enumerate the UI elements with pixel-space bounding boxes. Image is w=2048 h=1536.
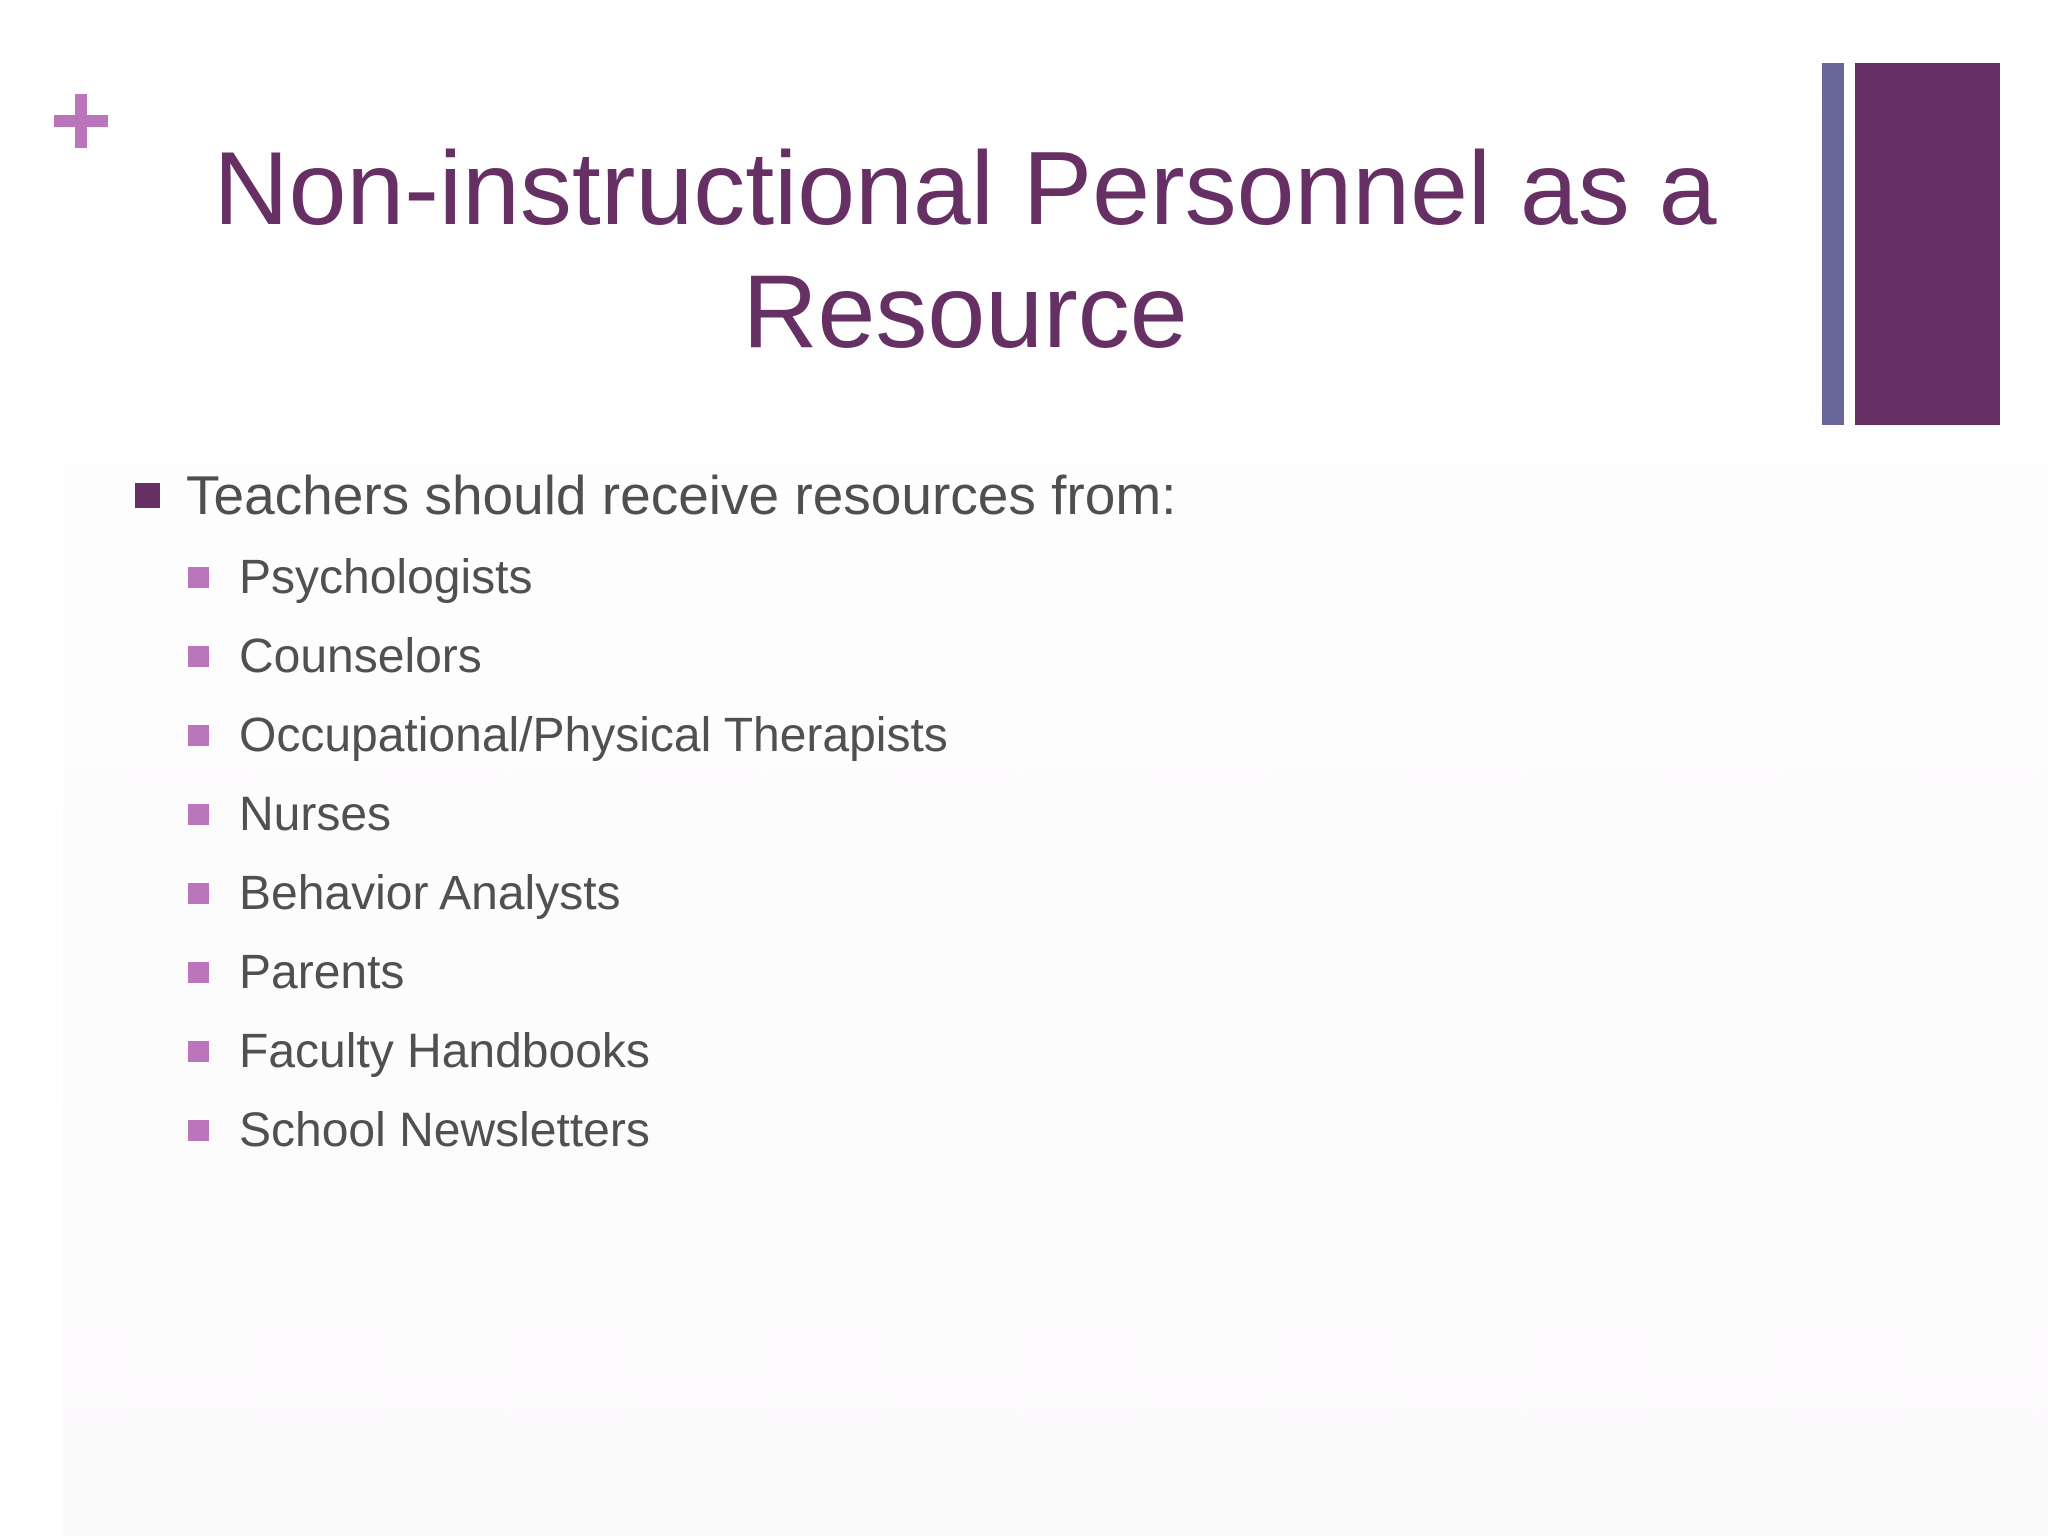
list-item-text: Counselors bbox=[239, 630, 482, 683]
slide-title: Non-instructional Personnel as a Resource bbox=[213, 131, 1717, 370]
list-item bbox=[188, 617, 1735, 696]
list-item-text: Parents bbox=[239, 946, 405, 999]
list-item bbox=[188, 538, 1735, 617]
list-item-text: Behavior Analysts bbox=[239, 867, 621, 920]
square-bullet-icon bbox=[188, 883, 209, 904]
main-bullet-text: Teachers should receive resources from: bbox=[186, 464, 1177, 526]
square-bullet-icon bbox=[188, 804, 209, 825]
list-item bbox=[188, 1012, 1735, 1091]
accent-bar-thick bbox=[1855, 63, 2000, 425]
list-item-text: Occupational/Physical Therapists bbox=[239, 709, 948, 762]
list-item-text: Psychologists bbox=[239, 551, 533, 604]
accent-bar-thin bbox=[1822, 63, 1844, 425]
square-bullet-icon bbox=[188, 1120, 209, 1141]
square-bullet-icon bbox=[188, 962, 209, 983]
list-item-text: Nurses bbox=[239, 788, 392, 841]
square-bullet-icon bbox=[135, 483, 160, 508]
list-item-text: Faculty Handbooks bbox=[239, 1025, 650, 1078]
square-bullet-icon bbox=[188, 646, 209, 667]
square-bullet-icon bbox=[188, 725, 209, 746]
main-bullet-item bbox=[135, 458, 1735, 532]
sub-bullet-list bbox=[188, 538, 1735, 1170]
list-item bbox=[188, 1091, 1735, 1170]
slide-content bbox=[135, 458, 1735, 1170]
list-item bbox=[188, 933, 1735, 1012]
list-item-text: School Newsletters bbox=[239, 1104, 650, 1157]
plus-icon bbox=[54, 94, 108, 148]
square-bullet-icon bbox=[188, 567, 209, 588]
list-item bbox=[188, 775, 1735, 854]
list-item bbox=[188, 854, 1735, 933]
square-bullet-icon bbox=[188, 1041, 209, 1062]
list-item bbox=[188, 696, 1735, 775]
